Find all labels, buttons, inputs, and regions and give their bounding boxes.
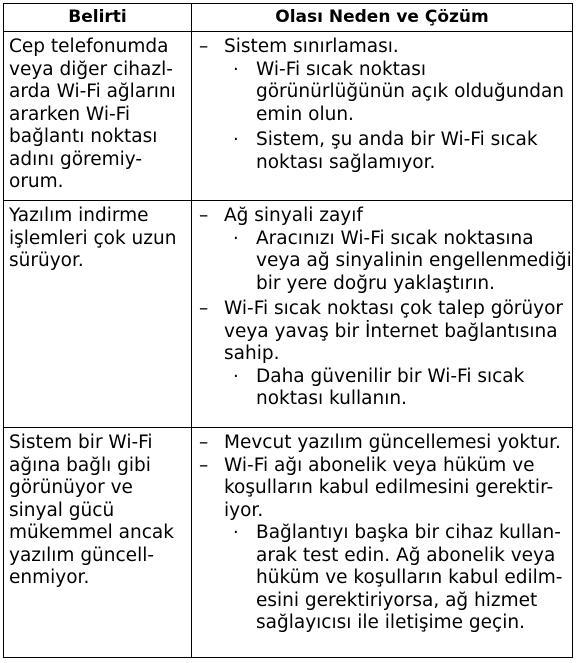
bullet-marker: · <box>233 365 239 387</box>
symptom-line: mükemmel ancak <box>9 522 174 543</box>
solution-text: esini gerektiriyorsa, ağ hizmet <box>256 589 538 611</box>
header-symptom: Belirti <box>4 4 192 32</box>
cause-text: Mevcut yazılım güncellemesi yoktur. <box>224 432 561 453</box>
dash-marker: – <box>199 36 209 57</box>
dash-marker: – <box>199 454 209 476</box>
symptom-cell <box>4 428 192 658</box>
symptom-line: ararken Wi-Fi <box>9 103 131 125</box>
symptom-line: adını göremiy- <box>9 148 143 170</box>
symptom-line: bağlantı noktası <box>9 126 158 147</box>
cause-text: koşulların kabul edilmesini gerektir- <box>224 477 554 498</box>
solution-item <box>192 366 568 411</box>
dash-marker: – <box>199 205 209 226</box>
solution-text: emin olun. <box>256 103 354 125</box>
cause-solution-cell <box>192 201 573 428</box>
solution-text: Aracınızı Wi-Fi sıcak noktasına <box>256 227 534 249</box>
cause-text: Wi-Fi sıcak noktası çok talep görüyor <box>224 298 563 319</box>
solution-item <box>192 522 568 635</box>
symptom-line: Sistem bir Wi-Fi <box>9 432 153 453</box>
table-row <box>4 32 573 201</box>
cause-text: veya yavaş bir İnternet bağlantısına <box>224 320 558 342</box>
solution-text: Bağlantıyı başka bir cihaz kullan- <box>256 522 561 543</box>
solution-item <box>192 59 568 127</box>
header-cause-solution: Olası Neden ve Çözüm <box>192 4 573 32</box>
symptom-line: yazılım güncell- <box>9 544 155 566</box>
solution-text: sağlayıcısı ile iletişime geçin. <box>256 612 525 633</box>
symptom-line: enmiyor. <box>9 567 90 588</box>
cause-item <box>192 205 568 228</box>
solution-text: arak test edin. Ağ abonelik veya <box>256 544 556 566</box>
solution-item <box>192 129 568 174</box>
symptom-line: veya diğer cihazl- <box>9 58 173 80</box>
cause-text: sahip. <box>224 343 280 364</box>
cause-text: iyor. <box>224 499 264 521</box>
symptom-cell <box>4 32 192 201</box>
symptom-line: arda Wi-Fi ağlarını <box>9 81 176 102</box>
solution-text: veya ağ sinyalinin engellenmediği <box>256 250 572 271</box>
solution-text: noktası kullanın. <box>256 388 407 409</box>
symptom-line: işlemleri çok uzun <box>9 227 177 249</box>
symptom-line: sürüyor. <box>9 250 84 271</box>
cause-text: Wi-Fi ağı abonelik veya hüküm ve <box>224 454 535 476</box>
table-header-row <box>4 4 573 32</box>
solution-text: noktası sağlamıyor. <box>256 151 436 173</box>
symptom-line: sinyal gücü <box>9 499 115 521</box>
cause-item <box>192 298 568 366</box>
solution-text: Sistem, şu anda bir Wi-Fi sıcak <box>256 129 538 150</box>
bullet-marker: · <box>233 129 239 150</box>
cause-item <box>192 36 568 59</box>
dash-marker: – <box>199 432 209 453</box>
solution-text: görünürlüğünün açık olduğundan <box>256 81 565 102</box>
symptom-line: görünüyor ve <box>9 477 133 498</box>
symptom-line: Cep telefonumda <box>9 36 169 57</box>
cause-item <box>192 432 568 455</box>
cause-text: Ağ sinyali zayıf <box>224 205 363 226</box>
symptom-line: Yazılım indirme <box>9 205 149 226</box>
symptom-line: orum. <box>9 171 64 192</box>
bullet-marker: · <box>233 522 239 543</box>
troubleshooting-table <box>3 3 573 658</box>
bullet-marker: · <box>233 58 239 80</box>
table-row <box>4 201 573 428</box>
solution-text: Daha güvenilir bir Wi-Fi sıcak <box>256 365 525 387</box>
symptom-line: ağına bağlı gibi <box>9 454 151 476</box>
solution-text: bir yere doğru yaklaştırın. <box>256 272 496 294</box>
cause-solution-cell <box>192 428 573 658</box>
cause-text: Sistem sınırlaması. <box>224 36 399 57</box>
cause-solution-cell <box>192 32 573 201</box>
symptom-cell <box>4 201 192 428</box>
dash-marker: – <box>199 298 209 319</box>
bullet-marker: · <box>233 227 239 249</box>
solution-text: hüküm ve koşulların kabul edilm- <box>256 567 563 588</box>
solution-text: Wi-Fi sıcak noktası <box>256 58 427 80</box>
solution-item <box>192 227 572 296</box>
cause-item <box>192 455 568 523</box>
table-row <box>4 428 573 658</box>
